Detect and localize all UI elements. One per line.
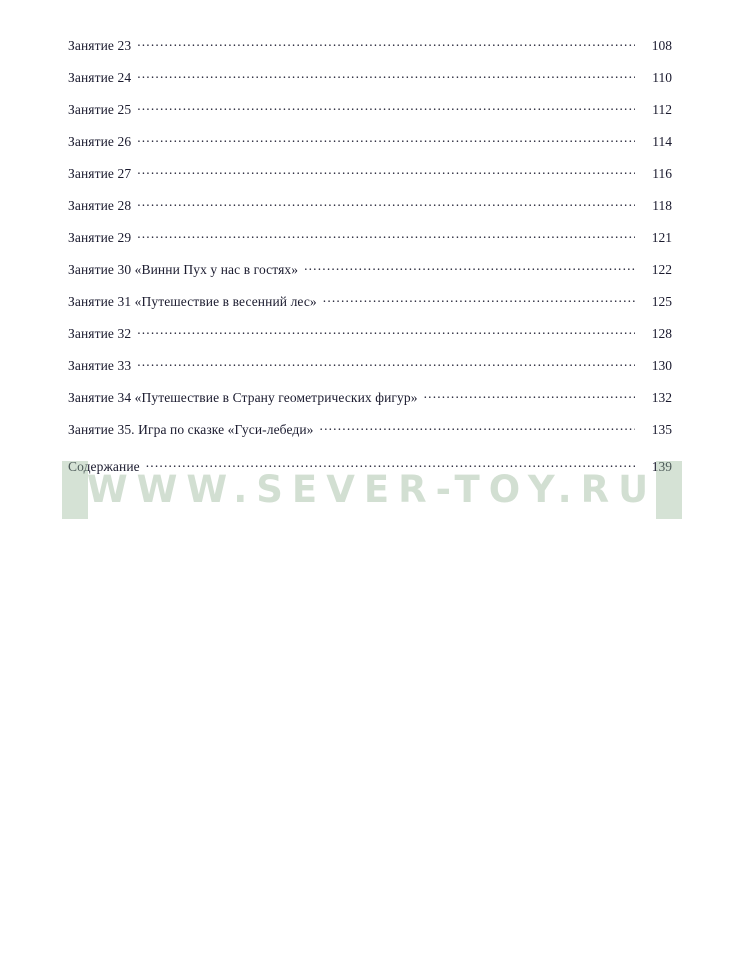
toc-entry-title: Занятие 26 (68, 133, 132, 149)
toc-entry-title: Занятие 27 (68, 165, 132, 181)
toc-leader-dots (320, 420, 635, 434)
toc-entry-title: Занятие 25 (68, 101, 132, 117)
toc-entry-page: 108 (651, 37, 672, 53)
toc-entry-title: Занятие 29 (68, 229, 132, 245)
toc-entry-title: Занятие 32 (68, 325, 132, 341)
toc-entry-title: Занятие 31 «Путешествие в весенний лес» (68, 293, 317, 309)
toc-entry[interactable] (68, 388, 672, 420)
toc-entry[interactable] (68, 164, 672, 196)
toc-entry[interactable] (68, 132, 672, 164)
toc-leader-dots (137, 68, 635, 82)
toc-leader-dots (304, 260, 635, 274)
toc-entry-page: 132 (651, 389, 672, 405)
toc-entry[interactable] (68, 356, 672, 388)
toc-entry-title: Занятие 35. Игра по сказке «Гуси-лебеди» (68, 421, 314, 437)
toc-entry-title: Занятие 30 «Винни Пух у нас в гостях» (68, 261, 299, 277)
toc-entry[interactable] (68, 260, 672, 292)
toc-entry-page: 110 (652, 69, 672, 85)
toc-entry-page: 128 (651, 325, 672, 341)
toc-leader-dots (137, 36, 635, 50)
toc-entry-contents[interactable] (68, 457, 672, 489)
table-of-contents (68, 36, 672, 489)
toc-entry-page: 112 (652, 101, 672, 117)
toc-entry[interactable] (68, 420, 672, 452)
toc-entry-page: 139 (651, 458, 672, 474)
toc-entry-page: 130 (651, 357, 672, 373)
toc-entry[interactable] (68, 68, 672, 100)
toc-entry-title: Занятие 24 (68, 69, 132, 85)
toc-leader-dots (137, 228, 635, 242)
toc-entry-page: 122 (651, 261, 672, 277)
toc-leader-dots (424, 388, 635, 402)
toc-entry-title: Занятие 23 (68, 37, 132, 53)
toc-entry[interactable] (68, 228, 672, 260)
toc-leader-dots (137, 100, 635, 114)
toc-leader-dots (137, 132, 635, 146)
toc-leader-dots (137, 324, 635, 338)
toc-leader-dots (137, 164, 635, 178)
toc-entry-page: 121 (651, 229, 672, 245)
toc-entry-title: Содержание (68, 458, 140, 474)
toc-entry-title: Занятие 34 «Путешествие в Страну геометрических фигур» (68, 389, 418, 405)
toc-entry-page: 125 (651, 293, 672, 309)
toc-entry-page: 135 (651, 421, 672, 437)
toc-entry-page: 114 (652, 133, 672, 149)
toc-entry[interactable] (68, 196, 672, 228)
toc-entry[interactable] (68, 100, 672, 132)
toc-leader-dots (137, 196, 635, 210)
watermark-text: WWW.SEVER-TOY.RU (86, 468, 658, 511)
toc-entry-page: 118 (652, 197, 672, 213)
toc-entry[interactable] (68, 292, 672, 324)
toc-leader-dots (323, 292, 635, 306)
toc-leader-dots (137, 356, 635, 370)
toc-entry-title: Занятие 28 (68, 197, 132, 213)
toc-entry-title: Занятие 33 (68, 357, 132, 373)
toc-entry[interactable] (68, 324, 672, 356)
toc-entry-page: 116 (652, 165, 672, 181)
toc-leader-dots (146, 457, 635, 471)
toc-entry[interactable] (68, 36, 672, 68)
